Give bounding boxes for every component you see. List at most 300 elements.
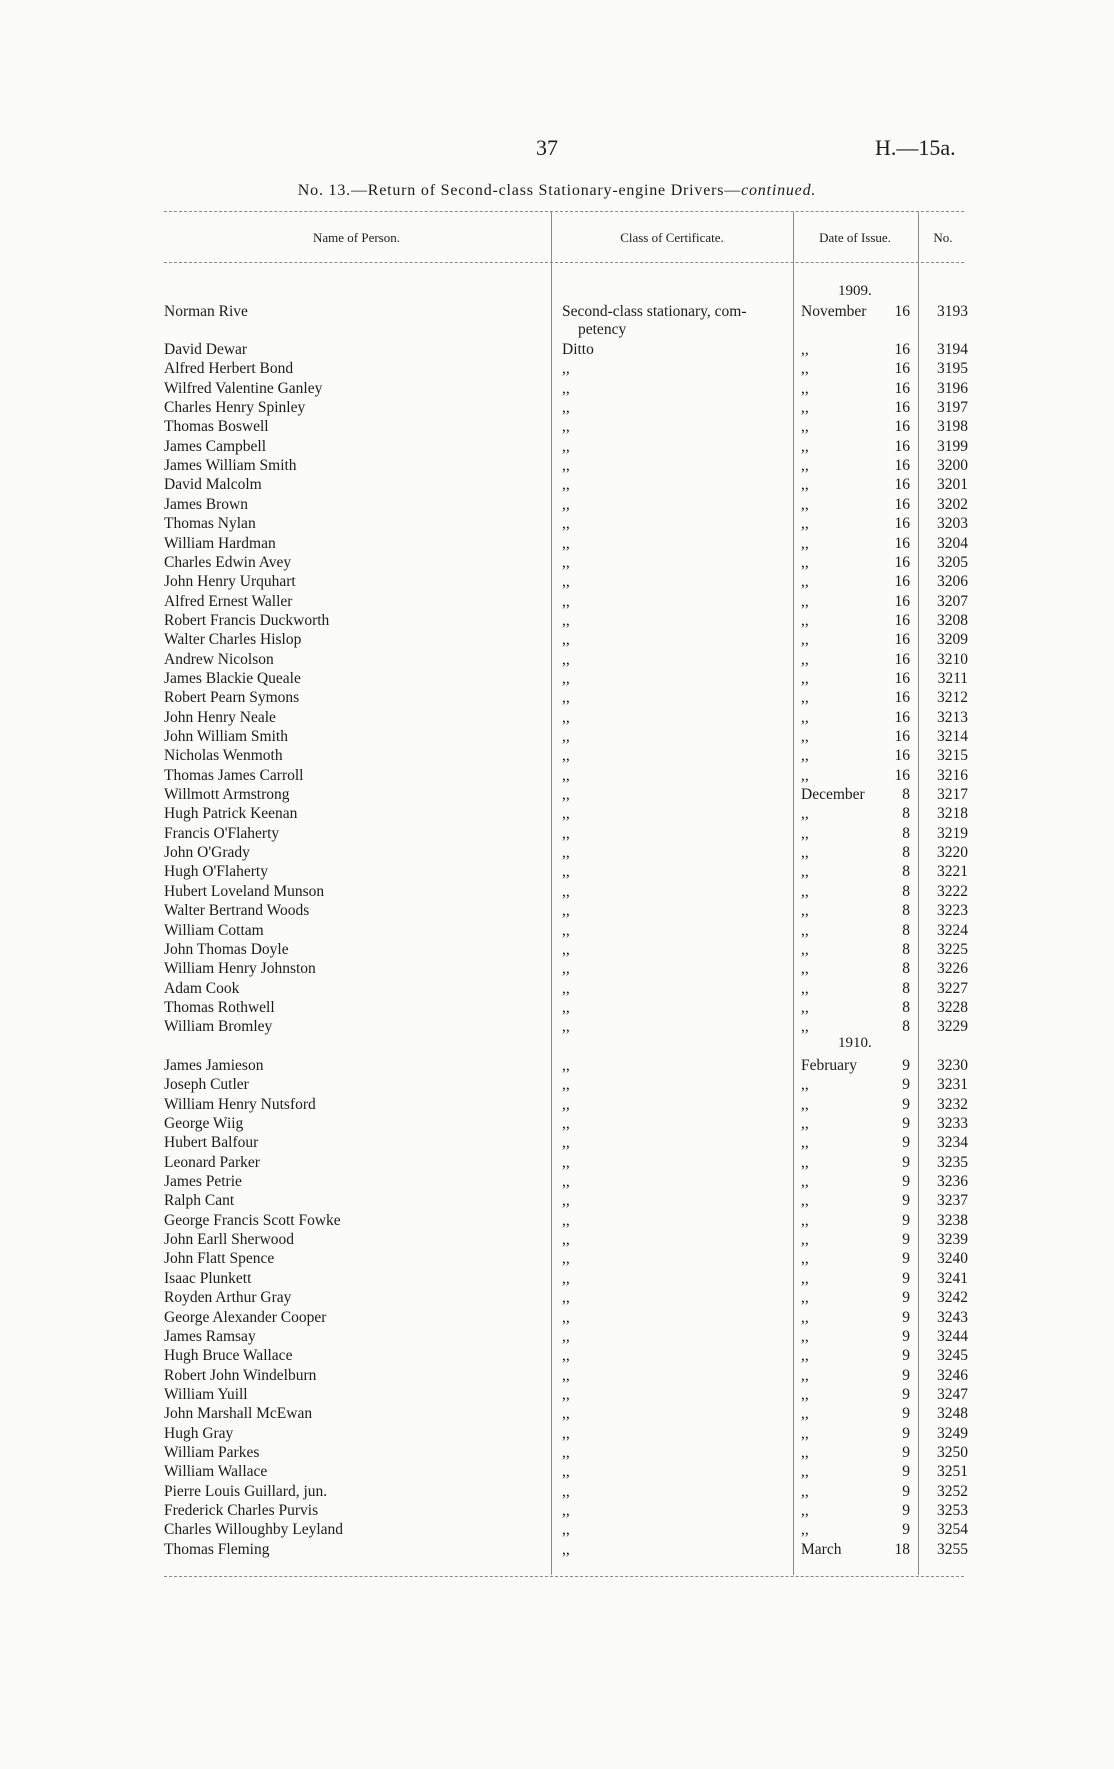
- issue-day: 16: [894, 611, 910, 629]
- table-title: [0, 182, 1114, 200]
- certificate-number: 3221: [937, 863, 968, 881]
- person-name: Ralph Cant: [164, 1192, 235, 1210]
- person-name: Walter Charles Hislop: [164, 631, 302, 649]
- table-row: [0, 379, 1114, 398]
- issue-month: ,,: [801, 476, 809, 494]
- certificate-number: 3200: [937, 457, 968, 475]
- certificate-class: ,,: [562, 457, 570, 475]
- certificate-number: 3206: [937, 573, 968, 591]
- issue-month: ,,: [801, 534, 809, 552]
- issue-month: ,,: [801, 1153, 809, 1171]
- certificate-class: ,,: [562, 844, 570, 862]
- year-label-1909: 1909.: [838, 283, 872, 299]
- issue-month: ,,: [801, 1424, 809, 1442]
- certificate-class: ,,: [562, 940, 570, 958]
- table-row: [0, 1114, 1114, 1133]
- issue-day: 16: [894, 303, 910, 320]
- person-name: Joseph Cutler: [164, 1076, 249, 1094]
- table-row: [0, 630, 1114, 649]
- issue-day: 9: [902, 1482, 910, 1500]
- person-name: William Yuill: [164, 1385, 248, 1403]
- issue-month: ,,: [801, 437, 809, 455]
- certificate-class: ,,: [562, 786, 570, 804]
- issue-day: 9: [902, 1095, 910, 1113]
- certificate-class: ,,: [562, 650, 570, 668]
- certificate-number: 3211: [937, 669, 968, 687]
- issue-day: 9: [902, 1153, 910, 1171]
- certificate-number: 3236: [937, 1173, 968, 1191]
- issue-day: 16: [894, 708, 910, 726]
- certificate-class: ,,: [562, 1250, 570, 1268]
- table-row: [0, 1540, 1114, 1559]
- issue-day: 9: [902, 1134, 910, 1152]
- title-continued: continued.: [741, 182, 817, 199]
- person-name: James Jamieson: [164, 1056, 264, 1074]
- certificate-class: ,,: [562, 1366, 570, 1384]
- certificate-class: ,,: [562, 437, 570, 455]
- issue-month: ,,: [801, 360, 809, 378]
- issue-month: ,,: [801, 573, 809, 591]
- certificate-number: 3217: [937, 786, 968, 804]
- certificate-number: 3220: [937, 844, 968, 862]
- table-row: [0, 766, 1114, 785]
- certificate-number: 3214: [937, 728, 968, 745]
- person-name: Walter Bertrand Woods: [164, 902, 310, 920]
- person-name: Isaac Plunkett: [164, 1269, 252, 1287]
- issue-month: ,,: [801, 1231, 809, 1249]
- table-row: [0, 940, 1114, 959]
- certificate-class: ,,: [562, 1095, 570, 1113]
- issue-month: ,,: [801, 341, 809, 358]
- person-name: Norman Rive: [164, 303, 248, 320]
- certificate-class-continuation: petency: [578, 321, 627, 338]
- issue-month: ,,: [801, 669, 809, 687]
- table-row: [0, 727, 1114, 746]
- issue-day: 9: [902, 1327, 910, 1345]
- issue-day: 9: [902, 1289, 910, 1307]
- certificate-class: ,,: [562, 747, 570, 765]
- certificate-number: 3254: [937, 1521, 968, 1539]
- certificate-class: ,,: [562, 960, 570, 978]
- issue-month: ,,: [801, 611, 809, 629]
- certificate-number: 3227: [937, 979, 968, 997]
- table-row: [0, 437, 1114, 456]
- table-row: [0, 843, 1114, 862]
- certificate-class: ,,: [562, 1308, 570, 1326]
- issue-day: 8: [902, 902, 910, 920]
- issue-day: 8: [902, 940, 910, 958]
- certificate-number: 3195: [937, 360, 968, 378]
- issue-day: 16: [894, 418, 910, 436]
- certificate-number: 3242: [937, 1289, 968, 1307]
- issue-month: ,,: [801, 1482, 809, 1500]
- certificate-number: 3196: [937, 379, 968, 397]
- table-row: [0, 804, 1114, 823]
- person-name: George Francis Scott Fowke: [164, 1211, 341, 1229]
- document-reference: H.—15a.: [875, 135, 956, 160]
- issue-day: 16: [894, 495, 910, 513]
- table-row: [0, 572, 1114, 591]
- table-row: [0, 1482, 1114, 1501]
- issue-month: ,,: [801, 650, 809, 668]
- issue-month: ,,: [801, 979, 809, 997]
- certificate-number: 3222: [937, 882, 968, 900]
- person-name: John Henry Urquhart: [164, 573, 296, 591]
- person-name: Alfred Herbert Bond: [164, 360, 294, 378]
- year-label-1910: 1910.: [838, 1035, 872, 1051]
- table-row: [0, 901, 1114, 920]
- issue-month: ,,: [801, 1115, 809, 1132]
- issue-day: 8: [902, 824, 910, 842]
- issue-day: 16: [894, 689, 910, 707]
- person-name: James Brown: [164, 495, 248, 513]
- certificate-class: Ditto: [562, 341, 594, 358]
- issue-month: ,,: [801, 824, 809, 842]
- certificate-class: ,,: [562, 476, 570, 494]
- table-row: [0, 824, 1114, 843]
- person-name: Leonard Parker: [164, 1153, 260, 1171]
- person-name: Alfred Ernest Waller: [164, 592, 293, 610]
- table-row: [0, 1520, 1114, 1539]
- certificate-number: 3216: [937, 766, 968, 784]
- certificate-number: 3234: [937, 1134, 968, 1152]
- issue-day: 9: [902, 1250, 910, 1268]
- issue-month: ,,: [801, 689, 809, 707]
- issue-month: ,,: [801, 921, 809, 939]
- table-row: [0, 1424, 1114, 1443]
- table-row: [0, 1056, 1114, 1075]
- certificate-class: ,,: [562, 611, 570, 629]
- issue-day: 8: [902, 1018, 910, 1036]
- certificate-number: 3210: [937, 650, 968, 668]
- issue-day: 16: [894, 573, 910, 591]
- person-name: John Thomas Doyle: [164, 940, 289, 958]
- title-main: No. 13.—Return of Second-class Stationary-engine Drivers—: [297, 182, 742, 199]
- person-name: Robert John Windelburn: [164, 1366, 317, 1384]
- header-class: Class of Certificate.: [620, 230, 724, 245]
- certificate-class: ,,: [562, 1231, 570, 1249]
- table-row: [0, 882, 1114, 901]
- issue-month: ,,: [801, 1211, 809, 1229]
- issue-day: 8: [902, 960, 910, 978]
- page-number: 37: [536, 135, 558, 160]
- certificate-class: ,,: [562, 1173, 570, 1191]
- certificate-class: ,,: [562, 553, 570, 571]
- person-name: John William Smith: [164, 728, 288, 745]
- certificate-class: ,,: [562, 708, 570, 726]
- table-row: [0, 1462, 1114, 1481]
- issue-day: 16: [894, 592, 910, 610]
- issue-day: 16: [894, 747, 910, 765]
- issue-day: 9: [902, 1192, 910, 1210]
- certificate-number: 3238: [937, 1211, 968, 1229]
- issue-day: 16: [894, 553, 910, 571]
- issue-day: 16: [894, 669, 910, 687]
- certificate-number: 3235: [937, 1153, 968, 1171]
- table-row: [0, 1191, 1114, 1210]
- certificate-number: 3199: [937, 437, 968, 455]
- issue-day: 16: [894, 534, 910, 552]
- person-name: Hugh Patrick Keenan: [164, 805, 298, 823]
- table-row: [0, 1133, 1114, 1152]
- certificate-class: ,,: [562, 1115, 570, 1132]
- certificate-number: 3232: [937, 1095, 968, 1113]
- table-row: [0, 340, 1114, 359]
- issue-month: March: [801, 1540, 842, 1558]
- person-name: William Hardman: [164, 534, 276, 552]
- person-name: James Ramsay: [164, 1327, 256, 1345]
- certificate-class: ,,: [562, 631, 570, 649]
- certificate-class: ,,: [562, 1385, 570, 1403]
- issue-day: 9: [902, 1076, 910, 1094]
- person-name: Thomas Fleming: [164, 1540, 270, 1558]
- person-name: Charles Henry Spinley: [164, 399, 306, 417]
- certificate-number: 3251: [937, 1463, 968, 1481]
- person-name: James Blackie Queale: [164, 669, 301, 687]
- certificate-number: 3250: [937, 1443, 968, 1461]
- certificate-number: 3239: [937, 1231, 968, 1249]
- table-row: [0, 1308, 1114, 1327]
- certificate-number: 3218: [937, 805, 968, 823]
- table-row: [0, 1249, 1114, 1268]
- issue-day: 16: [894, 766, 910, 784]
- table-row: [0, 1211, 1114, 1230]
- certificate-number: 3246: [937, 1366, 968, 1384]
- certificate-class: ,,: [562, 1153, 570, 1171]
- certificate-class: ,,: [562, 1405, 570, 1423]
- person-name: Francis O'Flaherty: [164, 824, 280, 842]
- issue-day: 16: [894, 457, 910, 475]
- table-row: [0, 1269, 1114, 1288]
- certificate-class: ,,: [562, 766, 570, 784]
- issue-day: 18: [894, 1540, 910, 1558]
- person-name: George Alexander Cooper: [164, 1308, 327, 1326]
- person-name: Pierre Louis Guillard, jun.: [164, 1482, 328, 1500]
- certificate-number: 3204: [937, 534, 968, 552]
- table-row: [0, 456, 1114, 475]
- issue-day: 16: [894, 379, 910, 397]
- table-row: [0, 1443, 1114, 1462]
- certificate-number: 3207: [937, 592, 968, 610]
- person-name: John Earll Sherwood: [164, 1231, 295, 1249]
- issue-month: November: [801, 303, 867, 320]
- table-row-first: [0, 302, 1114, 321]
- table-row: [0, 417, 1114, 436]
- certificate-class: ,,: [562, 1211, 570, 1229]
- table-row: [0, 650, 1114, 669]
- issue-month: ,,: [801, 998, 809, 1016]
- table-row: [0, 1366, 1114, 1385]
- table-row: [0, 1017, 1114, 1036]
- issue-month: December: [801, 786, 865, 804]
- issue-day: 8: [902, 921, 910, 939]
- issue-month: ,,: [801, 708, 809, 726]
- certificate-class: ,,: [562, 1482, 570, 1500]
- issue-day: 8: [902, 882, 910, 900]
- issue-month: ,,: [801, 805, 809, 823]
- issue-day: 9: [902, 1502, 910, 1519]
- issue-day: 9: [902, 1521, 910, 1539]
- issue-day: 16: [894, 515, 910, 533]
- person-name: Andrew Nicolson: [164, 650, 274, 668]
- issue-month: ,,: [801, 747, 809, 765]
- certificate-class: ,,: [562, 902, 570, 920]
- table-row: [0, 495, 1114, 514]
- issue-month: ,,: [801, 1192, 809, 1210]
- certificate-number: 3226: [937, 960, 968, 978]
- person-name: Robert Pearn Symons: [164, 689, 300, 707]
- table-row: [0, 592, 1114, 611]
- issue-day: 9: [902, 1056, 910, 1074]
- certificate-class: ,,: [562, 515, 570, 533]
- person-name: William Wallace: [164, 1463, 268, 1481]
- issue-day: 9: [902, 1269, 910, 1287]
- certificate-class: ,,: [562, 1424, 570, 1442]
- issue-day: 16: [894, 476, 910, 494]
- certificate-number: 3208: [937, 611, 968, 629]
- person-name: Thomas Nylan: [164, 515, 256, 533]
- table-row: [0, 1346, 1114, 1365]
- issue-month: ,,: [801, 1076, 809, 1094]
- issue-day: 9: [902, 1385, 910, 1403]
- table-row: [0, 398, 1114, 417]
- certificate-class: ,,: [562, 379, 570, 397]
- table-row: [0, 669, 1114, 688]
- certificate-number: 3230: [937, 1056, 968, 1074]
- table-row: [0, 1385, 1114, 1404]
- person-name: Thomas Boswell: [164, 418, 269, 436]
- certificate-class: ,,: [562, 921, 570, 939]
- issue-day: 8: [902, 844, 910, 862]
- table-row: [0, 1288, 1114, 1307]
- person-name: William Parkes: [164, 1443, 260, 1461]
- person-name: Adam Cook: [164, 979, 240, 997]
- issue-day: 9: [902, 1231, 910, 1249]
- certificate-class: ,,: [562, 1327, 570, 1345]
- certificate-number: 3219: [937, 824, 968, 842]
- issue-month: ,,: [801, 863, 809, 881]
- table-row: [0, 998, 1114, 1017]
- person-name: Hugh Gray: [164, 1424, 234, 1442]
- issue-day: 9: [902, 1366, 910, 1384]
- table-row: [0, 688, 1114, 707]
- table-row: [0, 1327, 1114, 1346]
- certificate-number: 3231: [937, 1076, 968, 1094]
- certificate-class: ,,: [562, 1463, 570, 1481]
- certificate-number: 3237: [937, 1192, 968, 1210]
- issue-month: ,,: [801, 1018, 809, 1036]
- person-name: Charles Willoughby Leyland: [164, 1521, 344, 1539]
- issue-day: 16: [894, 650, 910, 668]
- certificate-number: 3209: [937, 631, 968, 649]
- certificate-number: 3248: [937, 1405, 968, 1423]
- issue-day: 16: [894, 341, 910, 358]
- issue-month: ,,: [801, 1463, 809, 1481]
- issue-day: 9: [902, 1347, 910, 1365]
- header-no: No.: [933, 230, 953, 245]
- issue-day: 9: [902, 1443, 910, 1461]
- issue-month: ,,: [801, 592, 809, 610]
- certificate-class: ,,: [562, 824, 570, 842]
- issue-month: ,,: [801, 1443, 809, 1461]
- issue-month: ,,: [801, 1521, 809, 1539]
- issue-month: ,,: [801, 1502, 809, 1519]
- table-row: [0, 708, 1114, 727]
- table-row: [0, 746, 1114, 765]
- issue-day: 9: [902, 1463, 910, 1481]
- certificate-number: 3229: [937, 1018, 968, 1036]
- issue-month: ,,: [801, 1405, 809, 1423]
- certificate-class: ,,: [562, 1056, 570, 1074]
- issue-month: ,,: [801, 728, 809, 745]
- table-row: [0, 1230, 1114, 1249]
- issue-month: ,,: [801, 1269, 809, 1287]
- certificate-number: 3198: [937, 418, 968, 436]
- table-row: [0, 534, 1114, 553]
- certificate-class: ,,: [562, 1192, 570, 1210]
- issue-month: ,,: [801, 882, 809, 900]
- issue-day: 9: [902, 1211, 910, 1229]
- certificate-number: 3233: [937, 1115, 968, 1132]
- issue-month: ,,: [801, 1095, 809, 1113]
- person-name: William Henry Johnston: [164, 960, 316, 978]
- issue-month: ,,: [801, 960, 809, 978]
- issue-month: ,,: [801, 379, 809, 397]
- table-row: [0, 1404, 1114, 1423]
- certificate-number: 3244: [937, 1327, 968, 1345]
- issue-month: ,,: [801, 1347, 809, 1365]
- certificate-number: 3243: [937, 1308, 968, 1326]
- issue-day: 16: [894, 360, 910, 378]
- issue-month: ,,: [801, 1308, 809, 1326]
- person-name: Nicholas Wenmoth: [164, 747, 283, 765]
- person-name: Hubert Loveland Munson: [164, 882, 325, 900]
- issue-day: 16: [894, 631, 910, 649]
- issue-month: ,,: [801, 766, 809, 784]
- certificate-class: ,,: [562, 728, 570, 745]
- certificate-number: 3241: [937, 1269, 968, 1287]
- table-row: [0, 1075, 1114, 1094]
- person-name: David Malcolm: [164, 476, 262, 494]
- issue-month: ,,: [801, 1134, 809, 1152]
- person-name: Robert Francis Duckworth: [164, 611, 330, 629]
- issue-day: 16: [894, 437, 910, 455]
- person-name: Charles Edwin Avey: [164, 553, 292, 571]
- issue-month: February: [801, 1056, 857, 1074]
- certificate-class: ,,: [562, 998, 570, 1016]
- person-name: James Campbell: [164, 437, 267, 455]
- table-row: [0, 1095, 1114, 1114]
- person-name: John Flatt Spence: [164, 1250, 275, 1268]
- certificate-number: 3249: [937, 1424, 968, 1442]
- certificate-class: ,,: [562, 689, 570, 707]
- issue-month: ,,: [801, 1327, 809, 1345]
- certificate-class: ,,: [562, 669, 570, 687]
- issue-month: ,,: [801, 844, 809, 862]
- certificate-class: ,,: [562, 1540, 570, 1558]
- person-name: John Marshall McEwan: [164, 1405, 313, 1423]
- certificate-class: ,,: [562, 805, 570, 823]
- person-name: David Dewar: [164, 341, 248, 358]
- issue-month: ,,: [801, 1173, 809, 1191]
- certificate-class: ,,: [562, 592, 570, 610]
- issue-month: ,,: [801, 1385, 809, 1403]
- certificate-class: ,,: [562, 1134, 570, 1152]
- certificate-class: ,,: [562, 360, 570, 378]
- table-row: [0, 785, 1114, 804]
- certificate-class: ,,: [562, 418, 570, 436]
- issue-month: ,,: [801, 902, 809, 920]
